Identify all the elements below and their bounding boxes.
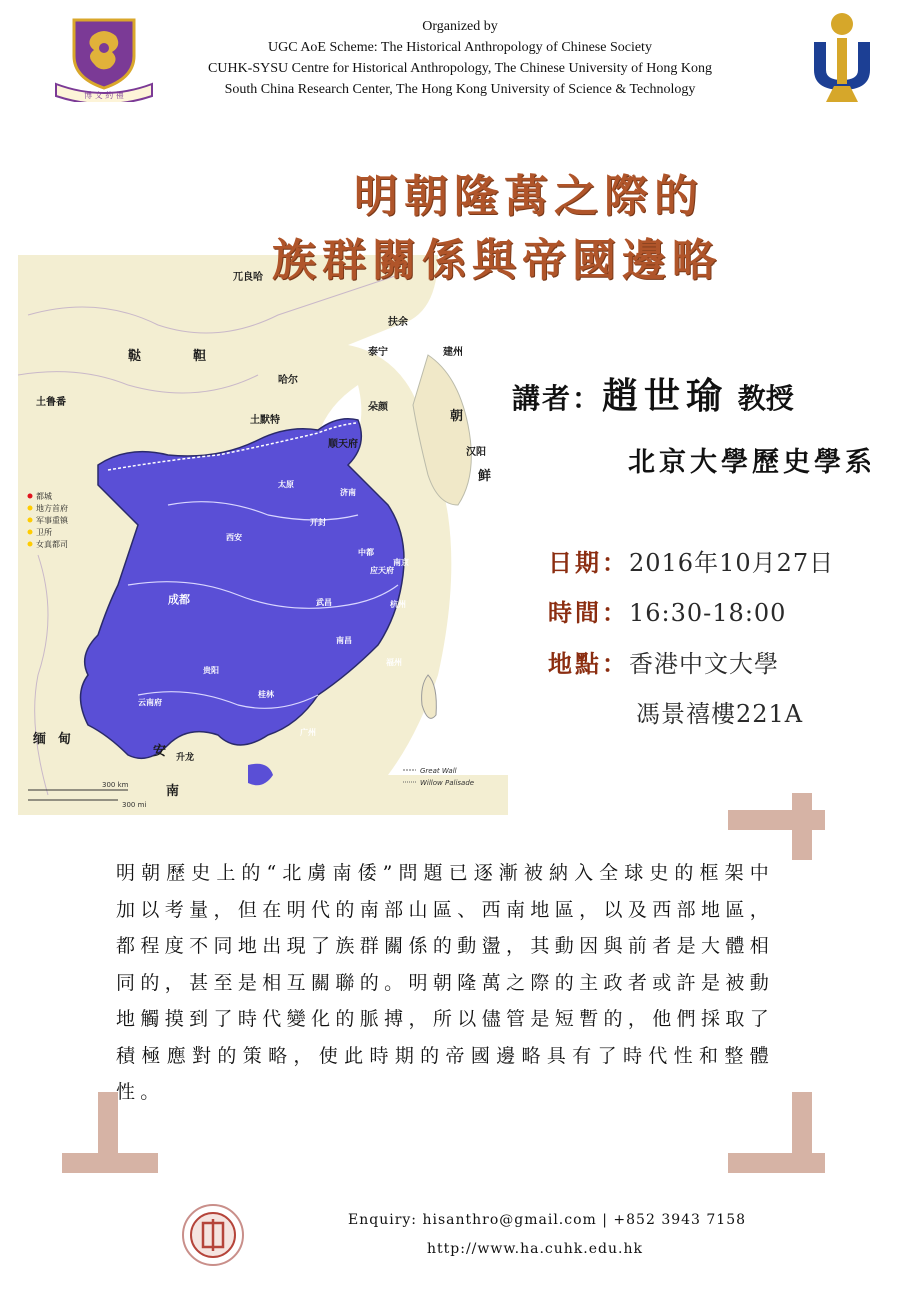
map-label: 扶余 <box>388 317 408 328</box>
map-label: 升龙 <box>176 753 195 763</box>
organizer-3: South China Research Center, The Hong Kong University of Science & Technology <box>224 82 696 97</box>
map-label: 甸 <box>58 732 72 747</box>
map-label: 汉阳 <box>466 447 486 458</box>
time-value: 16:30-18:00 <box>629 599 787 627</box>
venue-value-1: 香港中文大學 <box>629 650 779 678</box>
map-label: 云南府 <box>138 698 162 707</box>
legend-willow-palisade: Willow Palisade <box>420 779 475 787</box>
map-label: 武昌 <box>316 598 332 607</box>
map-label: 桂林 <box>258 690 274 699</box>
map-label: 南 <box>166 784 180 799</box>
svg-text:博 文 約 禮: 博 文 約 禮 <box>84 91 124 100</box>
decor-bar <box>728 810 825 830</box>
map-label: 西安 <box>226 533 242 542</box>
map-label: 顺天府 <box>328 439 358 450</box>
map-label: 鞑 <box>128 349 142 364</box>
scale-mi: 300 mi <box>122 801 147 809</box>
venue-value-2: 馮景禧樓221A <box>636 700 804 728</box>
cuhk-crest-icon <box>52 16 156 102</box>
title-line-2: 族群關係與帝國邊略 <box>272 235 722 286</box>
map-label: 成都 <box>168 593 190 606</box>
decor-bar <box>728 1153 825 1173</box>
map-label: 土鲁番 <box>36 397 66 408</box>
map-label: 太原 <box>278 480 294 489</box>
venue-label: 地點： <box>548 649 629 678</box>
date-label: 日期： <box>548 548 629 577</box>
enquiry-text: Enquiry: hisanthro@gmail.com | +852 3943 7158 <box>348 1212 747 1228</box>
map-label: 缅 <box>33 732 47 747</box>
organizers-block <box>160 16 760 100</box>
title-line-1: 明朝隆萬之際的 <box>354 171 704 222</box>
map-label: 建州 <box>443 347 463 358</box>
legend-item-4: 卫所 <box>36 528 52 537</box>
legend-item-3: 军事重镇 <box>36 516 68 525</box>
map-label: 靼 <box>193 349 207 364</box>
date-value: 2016年10月27日 <box>629 549 835 577</box>
map-label: 土默特 <box>250 415 280 426</box>
legend-item-5: 女真都司 <box>36 540 68 549</box>
map-label: 福州 <box>386 658 402 667</box>
organizer-2: CUHK-SYSU Centre for Historical Anthropology, The Chinese University of Hong Kong <box>208 61 712 76</box>
speaker-department: 北京大學歷史學系 <box>628 447 876 478</box>
speaker-line <box>512 368 794 419</box>
map-label: 济南 <box>340 488 356 497</box>
map-label: 杭州 <box>390 600 406 609</box>
legend-item-2: 地方首府 <box>36 504 68 513</box>
map-label: 应天府 <box>370 566 394 575</box>
speaker-label: 講者： <box>512 382 603 415</box>
map-label: 安 <box>153 744 167 759</box>
map-label: 鲜 <box>478 469 492 484</box>
centre-seal-icon <box>181 1203 245 1267</box>
speaker-title: 教授 <box>728 382 794 415</box>
map-label: 开封 <box>310 518 326 527</box>
map-label: 朝 <box>450 409 464 424</box>
map-label: 哈尔 <box>278 375 298 386</box>
decor-bar <box>62 1153 158 1173</box>
map-label: 泰宁 <box>368 347 388 358</box>
map-label: 南昌 <box>336 636 352 645</box>
date-row <box>548 543 834 578</box>
scale-km: 300 km <box>102 781 129 789</box>
ming-map <box>18 255 508 815</box>
map-label: 中都 <box>358 548 374 557</box>
map-label: 南京 <box>393 558 409 567</box>
hkust-logo-icon <box>810 12 874 104</box>
abstract-text: 明朝歷史上的“北虜南倭”問題已逐漸被納入全球史的框架中加以考量，但在明代的南部山區、西南地區，以及西部地區，都程度不同地出現了族群關係的動盪，其動因與前者是大體相同的，甚至是相互關聯的。明朝隆萬之際的主政者或許是被動地觸摸到了時代變化的脈搏，所以儘管是短暫的，他們採取了積極應對的策略，使此時期的帝國邊略具有了時代性和整體性。 <box>116 862 774 1103</box>
organizer-1: UGC AoE Scheme: The Historical Anthropology of Chinese Society <box>268 40 652 55</box>
legend-great-wall: Great Wall <box>420 767 457 775</box>
website-link[interactable]: http://www.ha.cuhk.edu.hk <box>427 1241 643 1257</box>
map-label: 广州 <box>300 728 316 737</box>
time-row <box>548 593 786 628</box>
venue-row <box>548 644 779 679</box>
map-label: 朵颜 <box>368 402 388 413</box>
map-label: 贵阳 <box>203 666 219 675</box>
legend-item-1: 都城 <box>36 492 52 501</box>
time-label: 時間： <box>548 598 629 627</box>
speaker-name: 趙世瑜 <box>602 375 729 417</box>
organized-by-label: Organized by <box>422 19 498 34</box>
map-label: 兀良哈 <box>233 272 263 283</box>
